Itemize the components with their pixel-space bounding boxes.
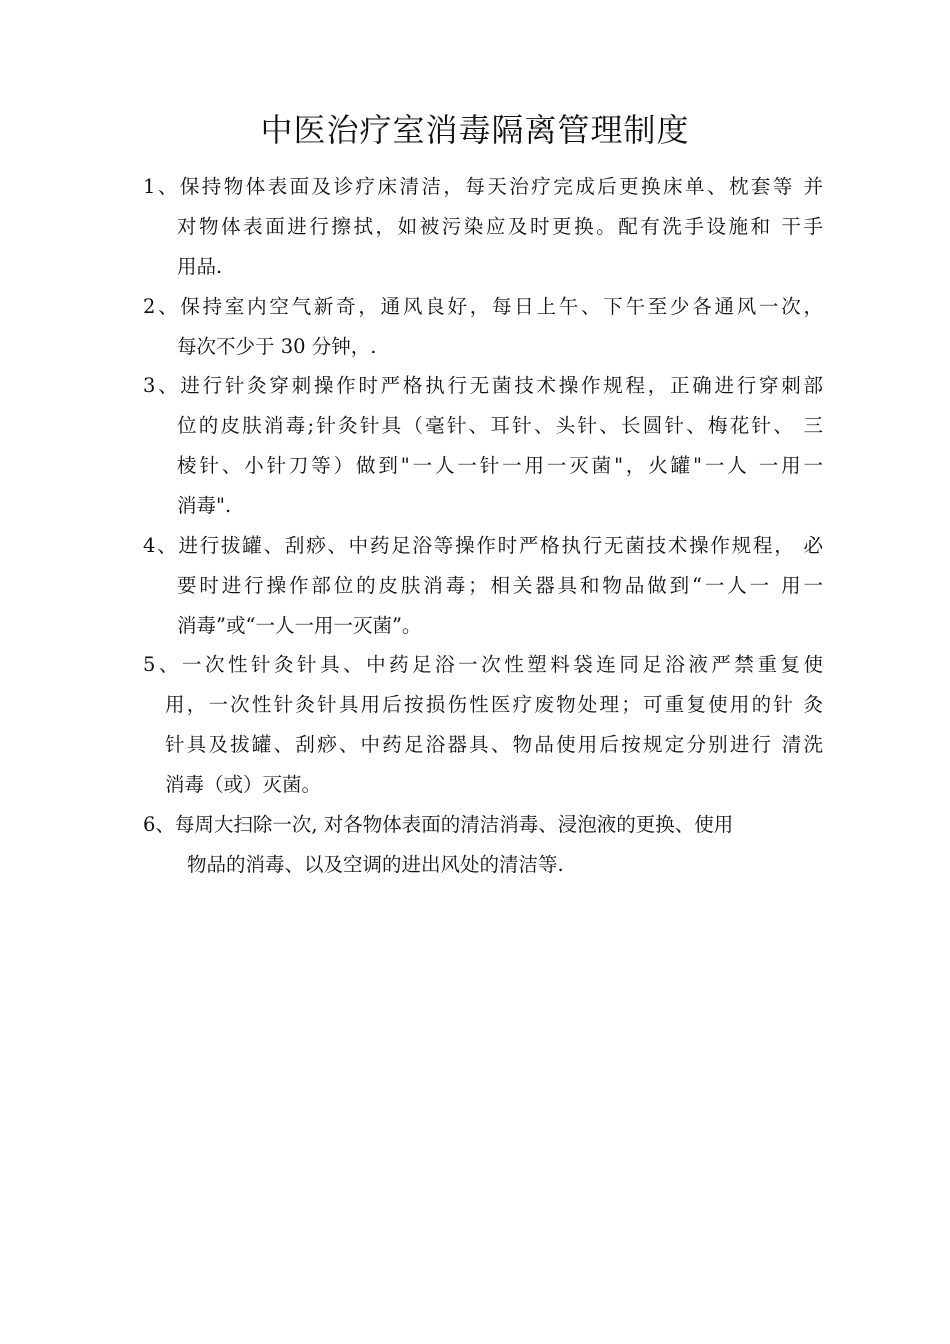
rule-item-6-line-1: 6、每周大扫除一次, 对各物体表面的清洁消毒、浸泡液的更换、使用 <box>143 813 734 836</box>
rule-item-3-line-3: 棱针、小针刀等）做到"一人一针一用一灭菌"，火罐"一人 一用一 <box>177 454 823 477</box>
document-title: 中医治疗室消毒隔离管理制度 <box>260 111 690 149</box>
rule-item-5-line-4: 消毒（或）灭菌。 <box>165 773 322 796</box>
rule-item-5-line-1: 5、一次性针灸针具、中药足浴一次性塑料袋连同足浴液严禁重复使 <box>143 653 823 676</box>
rule-item-3 <box>143 366 823 526</box>
rule-item-5-line-3: 针具及拔罐、刮痧、中药足浴器具、物品使用后按规定分别进行 清洗 <box>165 733 823 756</box>
rule-item-1-line-1: 1、保持物体表面及诊疗床清洁，每天治疗完成后更换床单、枕套等 并 <box>143 175 823 198</box>
rule-item-4 <box>143 526 823 646</box>
rule-item-6-line-2: 物品的消毒、以及空调的进出风处的清洁等. <box>187 853 564 876</box>
rule-item-5-line-2: 用，一次性针灸针具用后按损伤性医疗废物处理；可重复使用的针 灸 <box>165 693 823 716</box>
rule-item-3-line-1: 3、进行针灸穿刺操作时严格执行无菌技术操作规程，正确进行穿刺部 <box>143 374 823 397</box>
rule-item-4-line-1: 4、进行拔罐、刮痧、中药足浴等操作时严格执行无菌技术操作规程， 必 <box>143 534 823 557</box>
rule-item-1 <box>143 167 823 287</box>
rule-item-3-line-4: 消毒". <box>177 494 232 517</box>
rule-item-4-line-3: 消毒”或“一人一用一灭菌”。 <box>177 614 422 637</box>
rule-item-2 <box>143 287 823 367</box>
rule-item-1-line-2: 对物体表面进行擦拭，如被污染应及时更换。配有洗手设施和 干手 <box>177 215 823 238</box>
rule-item-4-line-2: 要时进行操作部位的皮肤消毒；相关器具和物品做到“一人一 用一 <box>177 574 823 597</box>
rule-item-2-line-1: 2、保持室内空气新奇，通风良好，每日上午、下午至少各通风一次， <box>143 295 823 318</box>
rule-item-5 <box>143 645 823 805</box>
rule-item-6 <box>143 805 823 885</box>
rule-item-3-line-2: 位的皮肤消毒;针灸针具（毫针、耳针、头针、长圆针、梅花针、 三 <box>177 414 823 437</box>
rule-item-1-line-3: 用品. <box>177 255 223 278</box>
rule-item-2-line-2: 每次不少于 30 分钟，. <box>177 335 377 358</box>
